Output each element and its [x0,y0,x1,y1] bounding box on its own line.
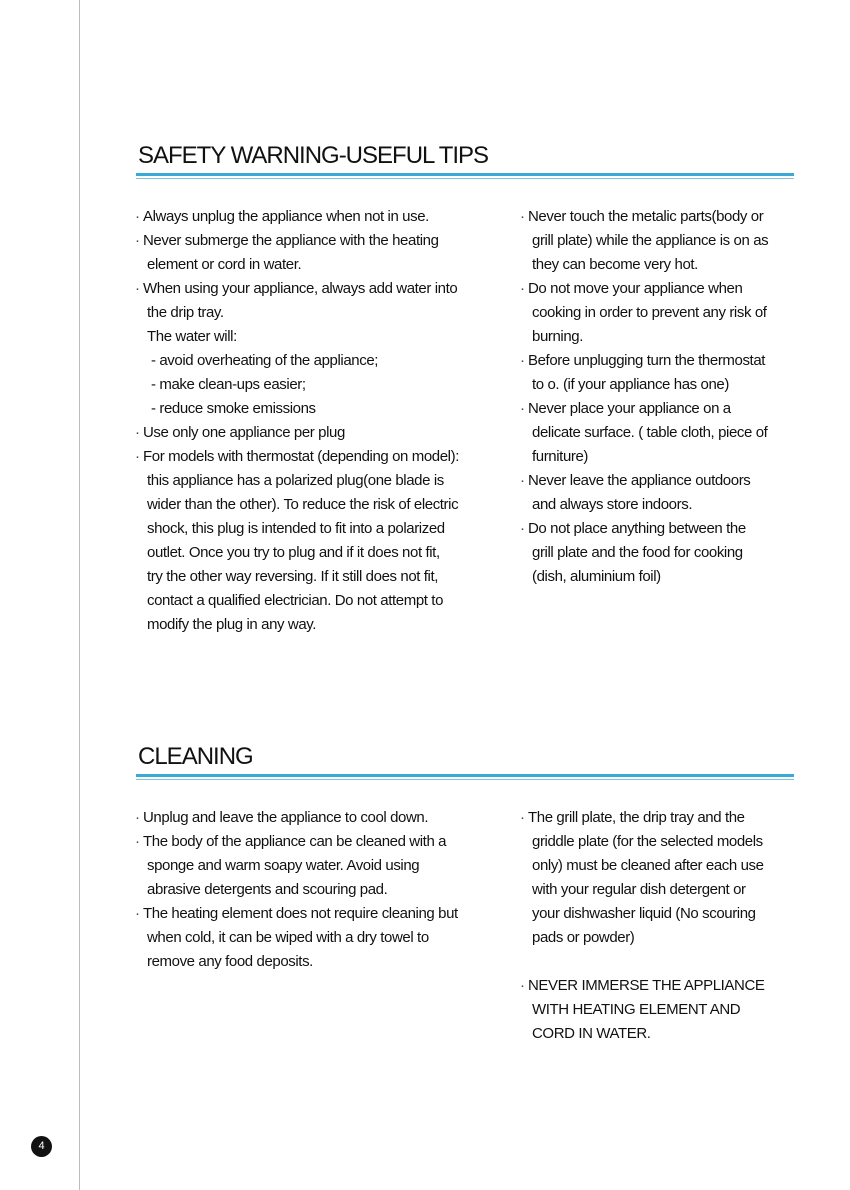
safety-right-column [528,205,803,589]
bullet-item-line: · Use only one appliance per plug [143,421,503,445]
bullet-item-line: · Never submerge the appliance with the heating [143,229,503,253]
bullet-item-line: · Always unplug the appliance when not in use. [143,205,503,229]
text-line: sponge and warm soapy water. Avoid using [147,857,420,874]
text-line: your dishwasher liquid (No scouring [532,905,756,922]
safety-section-rule [136,173,794,180]
text-line: grill plate) while the appliance is on as [532,232,769,249]
cleaning-left-column [143,806,503,974]
paragraph-gap [528,950,803,974]
text-line: grill plate and the food for cooking [532,544,743,561]
text-line: abrasive detergents and scouring pad. [147,881,388,898]
text-line: and always store indoors. [532,496,693,513]
text-line: with your regular dish detergent or [532,881,746,898]
text-line: delicate surface. ( table cloth, piece of [532,424,768,441]
bullet-item-line: · Never leave the appliance outdoors [528,469,803,493]
text-line: they can become very hot. [532,256,698,273]
text-line: pads or powder) [532,929,635,946]
text-line: furniture) [532,448,589,465]
text-line: CORD IN WATER. [532,1025,651,1042]
text-line: try the other way reversing. If it still does not fit, [147,568,439,585]
bullet-item-line: · Do not move your appliance when [528,277,803,301]
text-line: - reduce smoke emissions [151,400,316,417]
text-line: wider than the other). To reduce the risk of electric [147,496,459,513]
bullet-item-line: · When using your appliance, always add water into [143,277,503,301]
bullet-item-line: · Never place your appliance on a [528,397,803,421]
text-line: the drip tray. [147,304,224,321]
cleaning-section-rule [136,774,794,781]
bullet-item-line: · Unplug and leave the appliance to cool down. [143,806,503,830]
text-line: The water will: [147,328,237,345]
text-line: when cold, it can be wiped with a dry towel to [147,929,429,946]
text-line: cooking in order to prevent any risk of [532,304,767,321]
text-line: - make clean-ups easier; [151,376,306,393]
rule-thick-line [136,774,794,777]
text-line: (dish, aluminium foil) [532,568,661,585]
text-line: contact a qualified electrician. Do not attempt to [147,592,444,609]
bullet-item-line: · The body of the appliance can be cleaned with a [143,830,503,854]
text-line: griddle plate (for the selected models [532,833,763,850]
text-line: element or cord in water. [147,256,302,273]
text-line: - avoid overheating of the appliance; [151,352,379,369]
text-line: remove any food deposits. [147,953,313,970]
rule-thick-line [136,173,794,176]
bullet-item-line: · For models with thermostat (depending on model): [143,445,503,469]
page-margin-line [79,0,80,1190]
bullet-item-line: · Do not place anything between the [528,517,803,541]
text-line: this appliance has a polarized plug(one blade is [147,472,444,489]
bullet-item-line: · NEVER IMMERSE THE APPLIANCE [528,974,803,998]
text-line: modify the plug in any way. [147,616,317,633]
bullet-item-line: · The heating element does not require cleaning but [143,902,503,926]
rule-thin-line [136,779,794,780]
cleaning-right-column [528,806,803,1046]
text-line: only) must be cleaned after each use [532,857,764,874]
text-line: burning. [532,328,584,345]
bullet-item-line: · The grill plate, the drip tray and the [528,806,803,830]
page-number-badge: 4 [31,1136,52,1157]
text-line: to o. (if your appliance has one) [532,376,729,393]
safety-left-column [143,205,503,637]
bullet-item-line: · Never touch the metalic parts(body or [528,205,803,229]
text-line: shock, this plug is intended to fit into a polarized [147,520,445,537]
text-line: WITH HEATING ELEMENT AND [532,1001,741,1018]
rule-thin-line [136,178,794,179]
cleaning-section-title: CLEANING [138,743,253,770]
bullet-item-line: · Before unplugging turn the thermostat [528,349,803,373]
safety-section-title: SAFETY WARNING-USEFUL TIPS [138,142,489,169]
text-line: outlet. Once you try to plug and if it does not fit, [147,544,440,561]
